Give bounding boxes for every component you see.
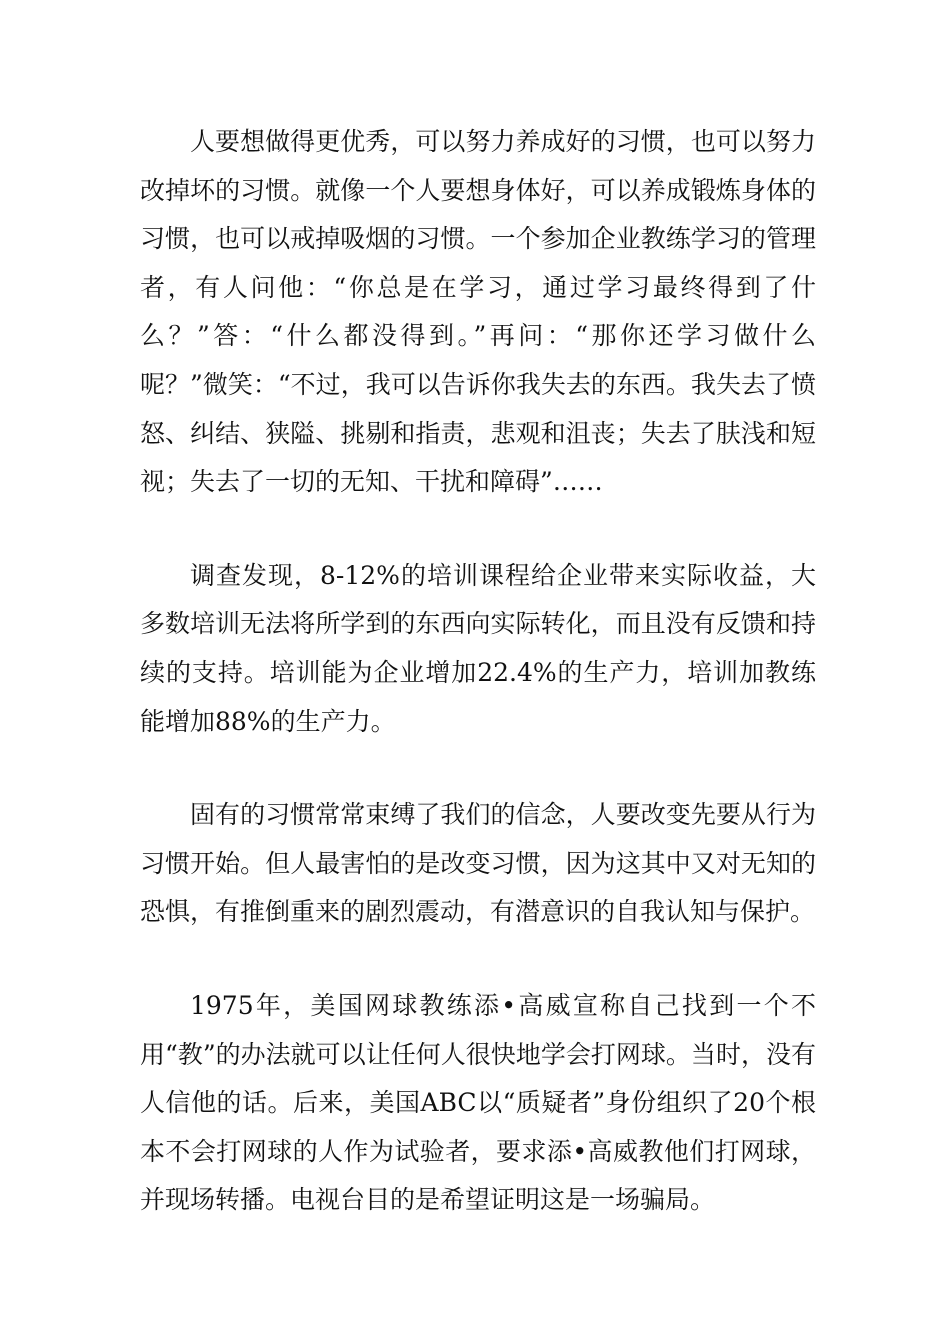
paragraph-habits: 人要想做得更优秀，可以努力养成好的习惯，也可以努力改掉坏的习惯。就像一个人要想身体好，可以养成锻炼身体的习惯，也可以戒掉吸烟的习惯。一个参加企业教练学习的管理者，有人问他：“你总是在学习，通过学习最终得到了什么？”答：“什么都没得到。”再问：“那你还学习做什么呢？”微笑：“不过，我可以告诉你我失去的东西。我失去了愤怒、纠结、狭隘、挑剔和指责，悲观和沮丧；失去了肤浅和短视；失去了一切的无知、干扰和障碍”……	[140, 127, 816, 497]
paragraph-beliefs: 固有的习惯常常束缚了我们的信念，人要改变先要从行为习惯开始。但人最害怕的是改变习惯，因为这其中又对无知的恐惧，有推倒重来的剧烈震动，有潜意识的自我认知与保护。	[140, 800, 816, 927]
paragraph-tennis-story: 1975年，美国网球教练添•高威宣称自己找到一个不用“教”的办法就可以让任何人很快地学会打网球。当时，没有人信他的话。后来，美国ABC以“质疑者”身份组织了20个根本不会打网球的人作为试验者，要求添•高威教他们打网球，并现场转播。电视台目的是希望证明这是一场骗局。	[140, 990, 816, 1215]
document-body	[140, 118, 816, 1225]
paragraph-survey: 调查发现，8-12%的培训课程给企业带来实际收益，大多数培训无法将所学到的东西向实际转化，而且没有反馈和持续的支持。培训能为企业增加22.4%的生产力，培训加教练能增加88%的生产力。	[140, 560, 816, 736]
